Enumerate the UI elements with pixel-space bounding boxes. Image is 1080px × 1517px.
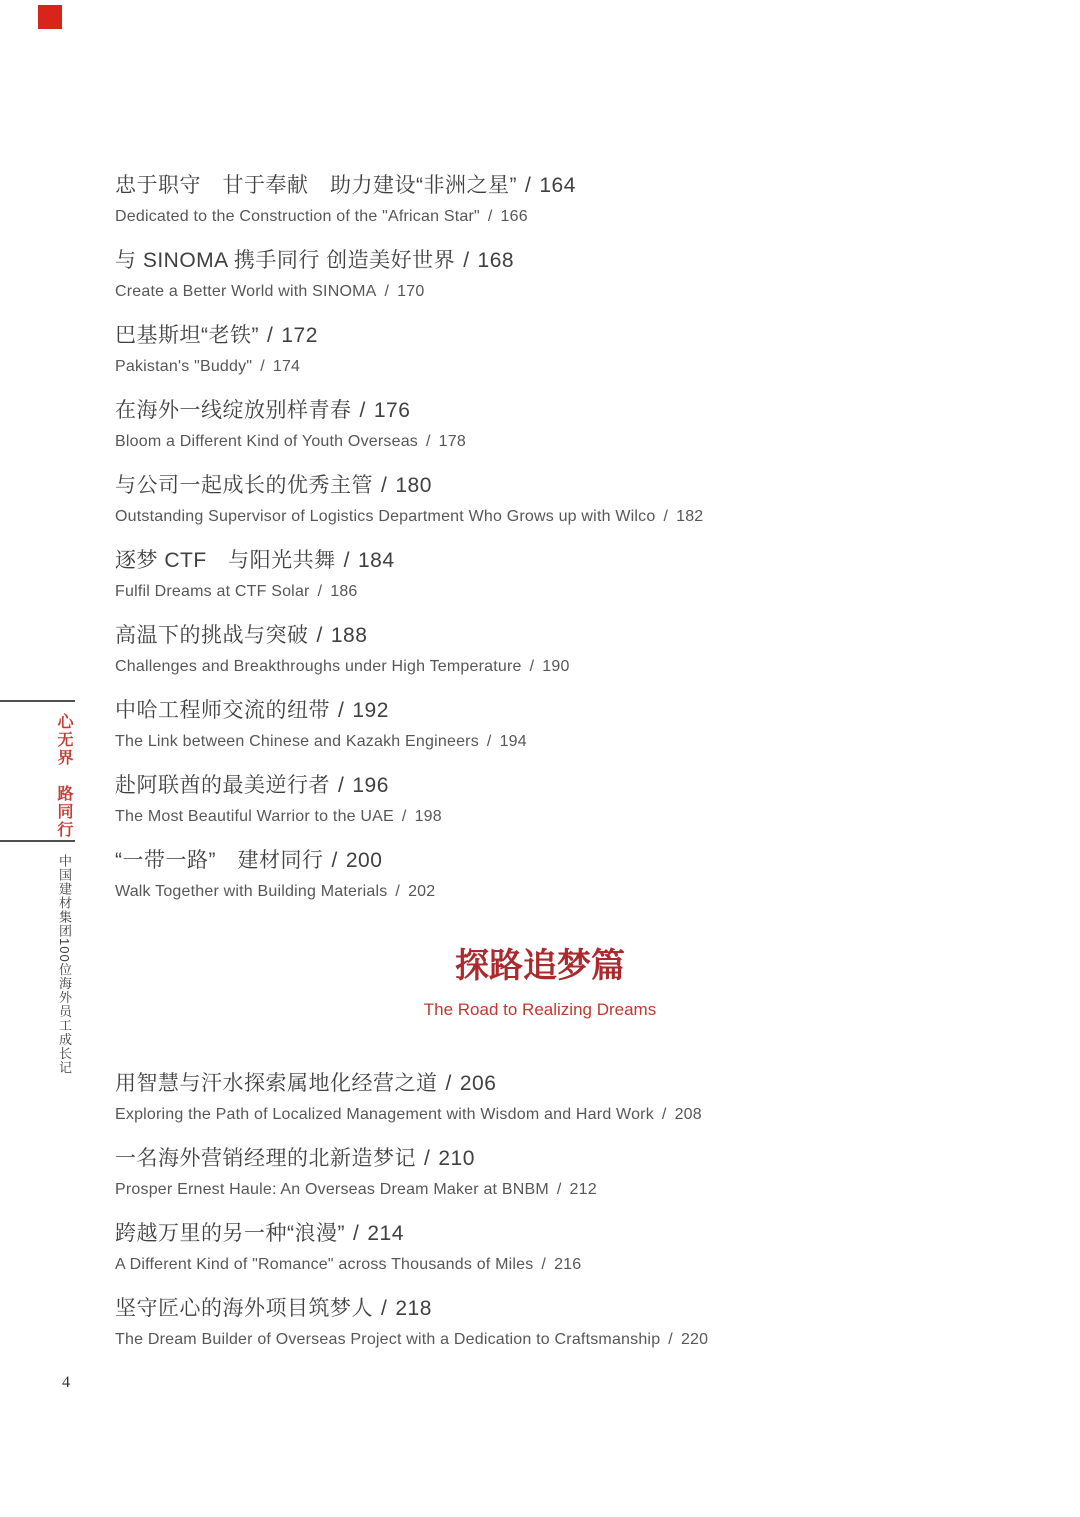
entry-title-zh: 中哈工程师交流的纽带 — [115, 699, 330, 722]
entry-title-zh-line — [115, 470, 965, 502]
toc-entry — [115, 395, 965, 452]
entry-separator-slash: / — [663, 508, 669, 525]
entry-separator-slash: / — [661, 1106, 667, 1123]
entry-title-en: Exploring the Path of Localized Management with Wisdom and Hard Work — [115, 1106, 654, 1123]
entry-page-zh: 168 — [477, 249, 515, 272]
sidebar-rule-bottom — [0, 840, 75, 842]
entry-title-zh: 逐梦 CTF 与阳光共舞 — [115, 549, 336, 572]
entry-title-en: Walk Together with Building Materials — [115, 883, 388, 900]
entry-title-en-line — [115, 806, 965, 827]
toc-entry — [115, 320, 965, 377]
entry-title-zh: 坚守匠心的海外项目筑梦人 — [115, 1297, 373, 1320]
toc-entry — [115, 695, 965, 752]
entry-title-zh: 一名海外营销经理的北新造梦记 — [115, 1147, 416, 1170]
entry-separator-slash: / — [384, 283, 390, 300]
section-title-zh: 探路追梦篇 — [455, 948, 625, 985]
entry-separator-slash: / — [343, 549, 350, 572]
entry-title-en-line — [115, 1254, 965, 1275]
toc-entry — [115, 1218, 965, 1275]
entry-title-en-line — [115, 731, 965, 752]
toc-entry — [115, 1293, 965, 1350]
entry-title-en: Fulfil Dreams at CTF Solar — [115, 583, 310, 600]
entry-title-zh-line — [115, 320, 965, 352]
entry-page-en: 198 — [414, 808, 442, 825]
entry-separator-slash: / — [487, 208, 493, 225]
entry-title-en: Pakistan's "Buddy" — [115, 358, 253, 375]
entry-title-en: The Most Beautiful Warrior to the UAE — [115, 808, 394, 825]
toc-entry — [115, 770, 965, 827]
entry-title-en-line — [115, 1179, 965, 1200]
entry-separator-slash: / — [541, 1256, 547, 1273]
toc-entry — [115, 1068, 965, 1125]
entry-separator-slash: / — [317, 583, 323, 600]
entry-page-zh: 206 — [459, 1072, 497, 1095]
toc-entry — [115, 1143, 965, 1200]
toc-entry — [115, 470, 965, 527]
entry-title-en-line — [115, 656, 965, 677]
entry-separator-slash: / — [267, 324, 274, 347]
entry-separator-slash: / — [445, 1072, 452, 1095]
entry-page-en: 212 — [569, 1181, 597, 1198]
sidebar-slogan-vertical: 心无界 路同行 — [55, 713, 72, 839]
entry-page-zh: 176 — [373, 399, 411, 422]
entry-title-zh-line — [115, 545, 965, 577]
entry-separator-slash: / — [463, 249, 470, 272]
entry-page-zh: 164 — [539, 174, 576, 197]
entry-separator-slash: / — [486, 733, 492, 750]
entry-title-zh-line — [115, 695, 965, 727]
toc-entry — [115, 545, 965, 602]
entry-page-zh: 192 — [352, 699, 389, 722]
entry-title-en: Prosper Ernest Haule: An Overseas Dream Maker at BNBM — [115, 1181, 549, 1198]
entry-title-zh: 高温下的挑战与突破 — [115, 624, 309, 647]
entry-title-zh-line — [115, 170, 965, 202]
entry-separator-slash: / — [426, 433, 431, 450]
entry-title-en-line — [115, 281, 965, 302]
entry-page-zh: 180 — [395, 474, 432, 497]
entry-separator-slash: / — [338, 774, 345, 797]
entry-page-zh: 188 — [330, 624, 368, 647]
entry-title-zh-line — [115, 1143, 965, 1175]
entry-title-zh: 与公司一起成长的优秀主管 — [115, 474, 373, 497]
entry-separator-slash: / — [338, 699, 345, 722]
entry-title-en: The Dream Builder of Overseas Project with a Dedication to Craftsmanship — [115, 1331, 661, 1348]
toc-list-part2 — [115, 1068, 965, 1350]
entry-page-en: 202 — [408, 883, 436, 900]
entry-page-zh: 196 — [352, 774, 389, 797]
toc-entry — [115, 845, 965, 902]
entry-title-en: Create a Better World with SINOMA — [115, 283, 377, 300]
entry-page-en: 220 — [680, 1331, 709, 1348]
sidebar-rule-top — [0, 700, 75, 702]
entry-title-en-line — [115, 431, 965, 452]
entry-separator-slash: / — [424, 1147, 431, 1170]
entry-separator-slash: / — [331, 849, 338, 872]
entry-page-en: 186 — [330, 583, 358, 600]
entry-title-zh-line — [115, 845, 965, 877]
entry-page-en: 216 — [554, 1256, 582, 1273]
entry-separator-slash: / — [381, 474, 388, 497]
entry-separator-slash: / — [316, 624, 323, 647]
entry-title-en: Outstanding Supervisor of Logistics Department Who Grows up with Wilco — [115, 508, 656, 525]
entry-title-zh: “一带一路” 建材同行 — [115, 849, 324, 872]
toc-list-part1 — [115, 170, 965, 902]
entry-page-zh: 200 — [345, 849, 383, 872]
entry-title-en: A Different Kind of "Romance" across Thousands of Miles — [115, 1256, 534, 1273]
entry-page-zh: 214 — [367, 1222, 404, 1245]
entry-separator-slash: / — [395, 883, 401, 900]
entry-title-zh-line — [115, 395, 965, 427]
entry-title-zh-line — [115, 1068, 965, 1100]
entry-separator-slash: / — [525, 174, 532, 197]
entry-title-en-line — [115, 1329, 965, 1350]
entry-title-zh-line — [115, 770, 965, 802]
corner-marker — [38, 5, 62, 29]
toc-entry — [115, 245, 965, 302]
entry-page-en: 170 — [397, 283, 425, 300]
entry-title-zh-line — [115, 620, 965, 652]
entry-page-en: 182 — [676, 508, 704, 525]
entry-page-en: 178 — [438, 433, 466, 450]
entry-title-zh: 巴基斯坦“老铁” — [115, 324, 259, 347]
entry-separator-slash: / — [381, 1297, 388, 1320]
sidebar-series-title-vertical: 中国建材集团100位海外员工成长记 — [57, 854, 72, 1075]
entry-title-zh-line — [115, 1218, 965, 1250]
entry-title-zh: 跨越万里的另一种“浪漫” — [115, 1222, 345, 1245]
entry-title-zh: 忠于职守 甘于奉献 助力建设“非洲之星” — [115, 174, 517, 197]
entry-title-zh: 与 SINOMA 携手同行 创造美好世界 — [115, 249, 456, 272]
entry-title-zh-line — [115, 245, 965, 277]
entry-title-zh-line — [115, 1293, 965, 1325]
entry-title-en: The Link between Chinese and Kazakh Engineers — [115, 733, 479, 750]
toc-entry — [115, 170, 965, 227]
entry-separator-slash: / — [359, 399, 366, 422]
toc-content — [115, 170, 965, 1368]
entry-title-en-line — [115, 1104, 965, 1125]
entry-separator-slash: / — [668, 1331, 673, 1348]
entry-separator-slash: / — [353, 1222, 360, 1245]
entry-page-zh: 184 — [358, 549, 395, 572]
entry-page-zh: 210 — [438, 1147, 475, 1170]
entry-title-zh: 赴阿联酋的最美逆行者 — [115, 774, 330, 797]
entry-separator-slash: / — [260, 358, 265, 375]
entry-title-en-line — [115, 881, 965, 902]
entry-page-en: 208 — [674, 1106, 702, 1123]
entry-title-zh: 用智慧与汗水探索属地化经营之道 — [115, 1072, 438, 1095]
entry-page-en: 166 — [500, 208, 528, 225]
entry-title-en-line — [115, 581, 965, 602]
toc-entry — [115, 620, 965, 677]
entry-separator-slash: / — [529, 658, 535, 675]
entry-page-zh: 218 — [395, 1297, 432, 1320]
entry-separator-slash: / — [401, 808, 407, 825]
entry-title-en-line — [115, 506, 965, 527]
entry-page-en: 174 — [272, 358, 301, 375]
entry-title-en: Bloom a Different Kind of Youth Overseas — [115, 433, 418, 450]
entry-title-en: Challenges and Breakthroughs under High Temperature — [115, 658, 522, 675]
entry-title-en: Dedicated to the Construction of the "African Star" — [115, 208, 480, 225]
entry-title-en-line — [115, 356, 965, 377]
section-title-en: The Road to Realizing Dreams — [423, 1000, 657, 1019]
entry-page-zh: 172 — [281, 324, 318, 347]
entry-title-en-line — [115, 206, 965, 227]
entry-page-en: 190 — [542, 658, 570, 675]
entry-separator-slash: / — [556, 1181, 562, 1198]
entry-title-zh: 在海外一线绽放别样青春 — [115, 399, 352, 422]
page-number: 4 — [62, 1374, 70, 1391]
entry-page-en: 194 — [499, 733, 527, 750]
